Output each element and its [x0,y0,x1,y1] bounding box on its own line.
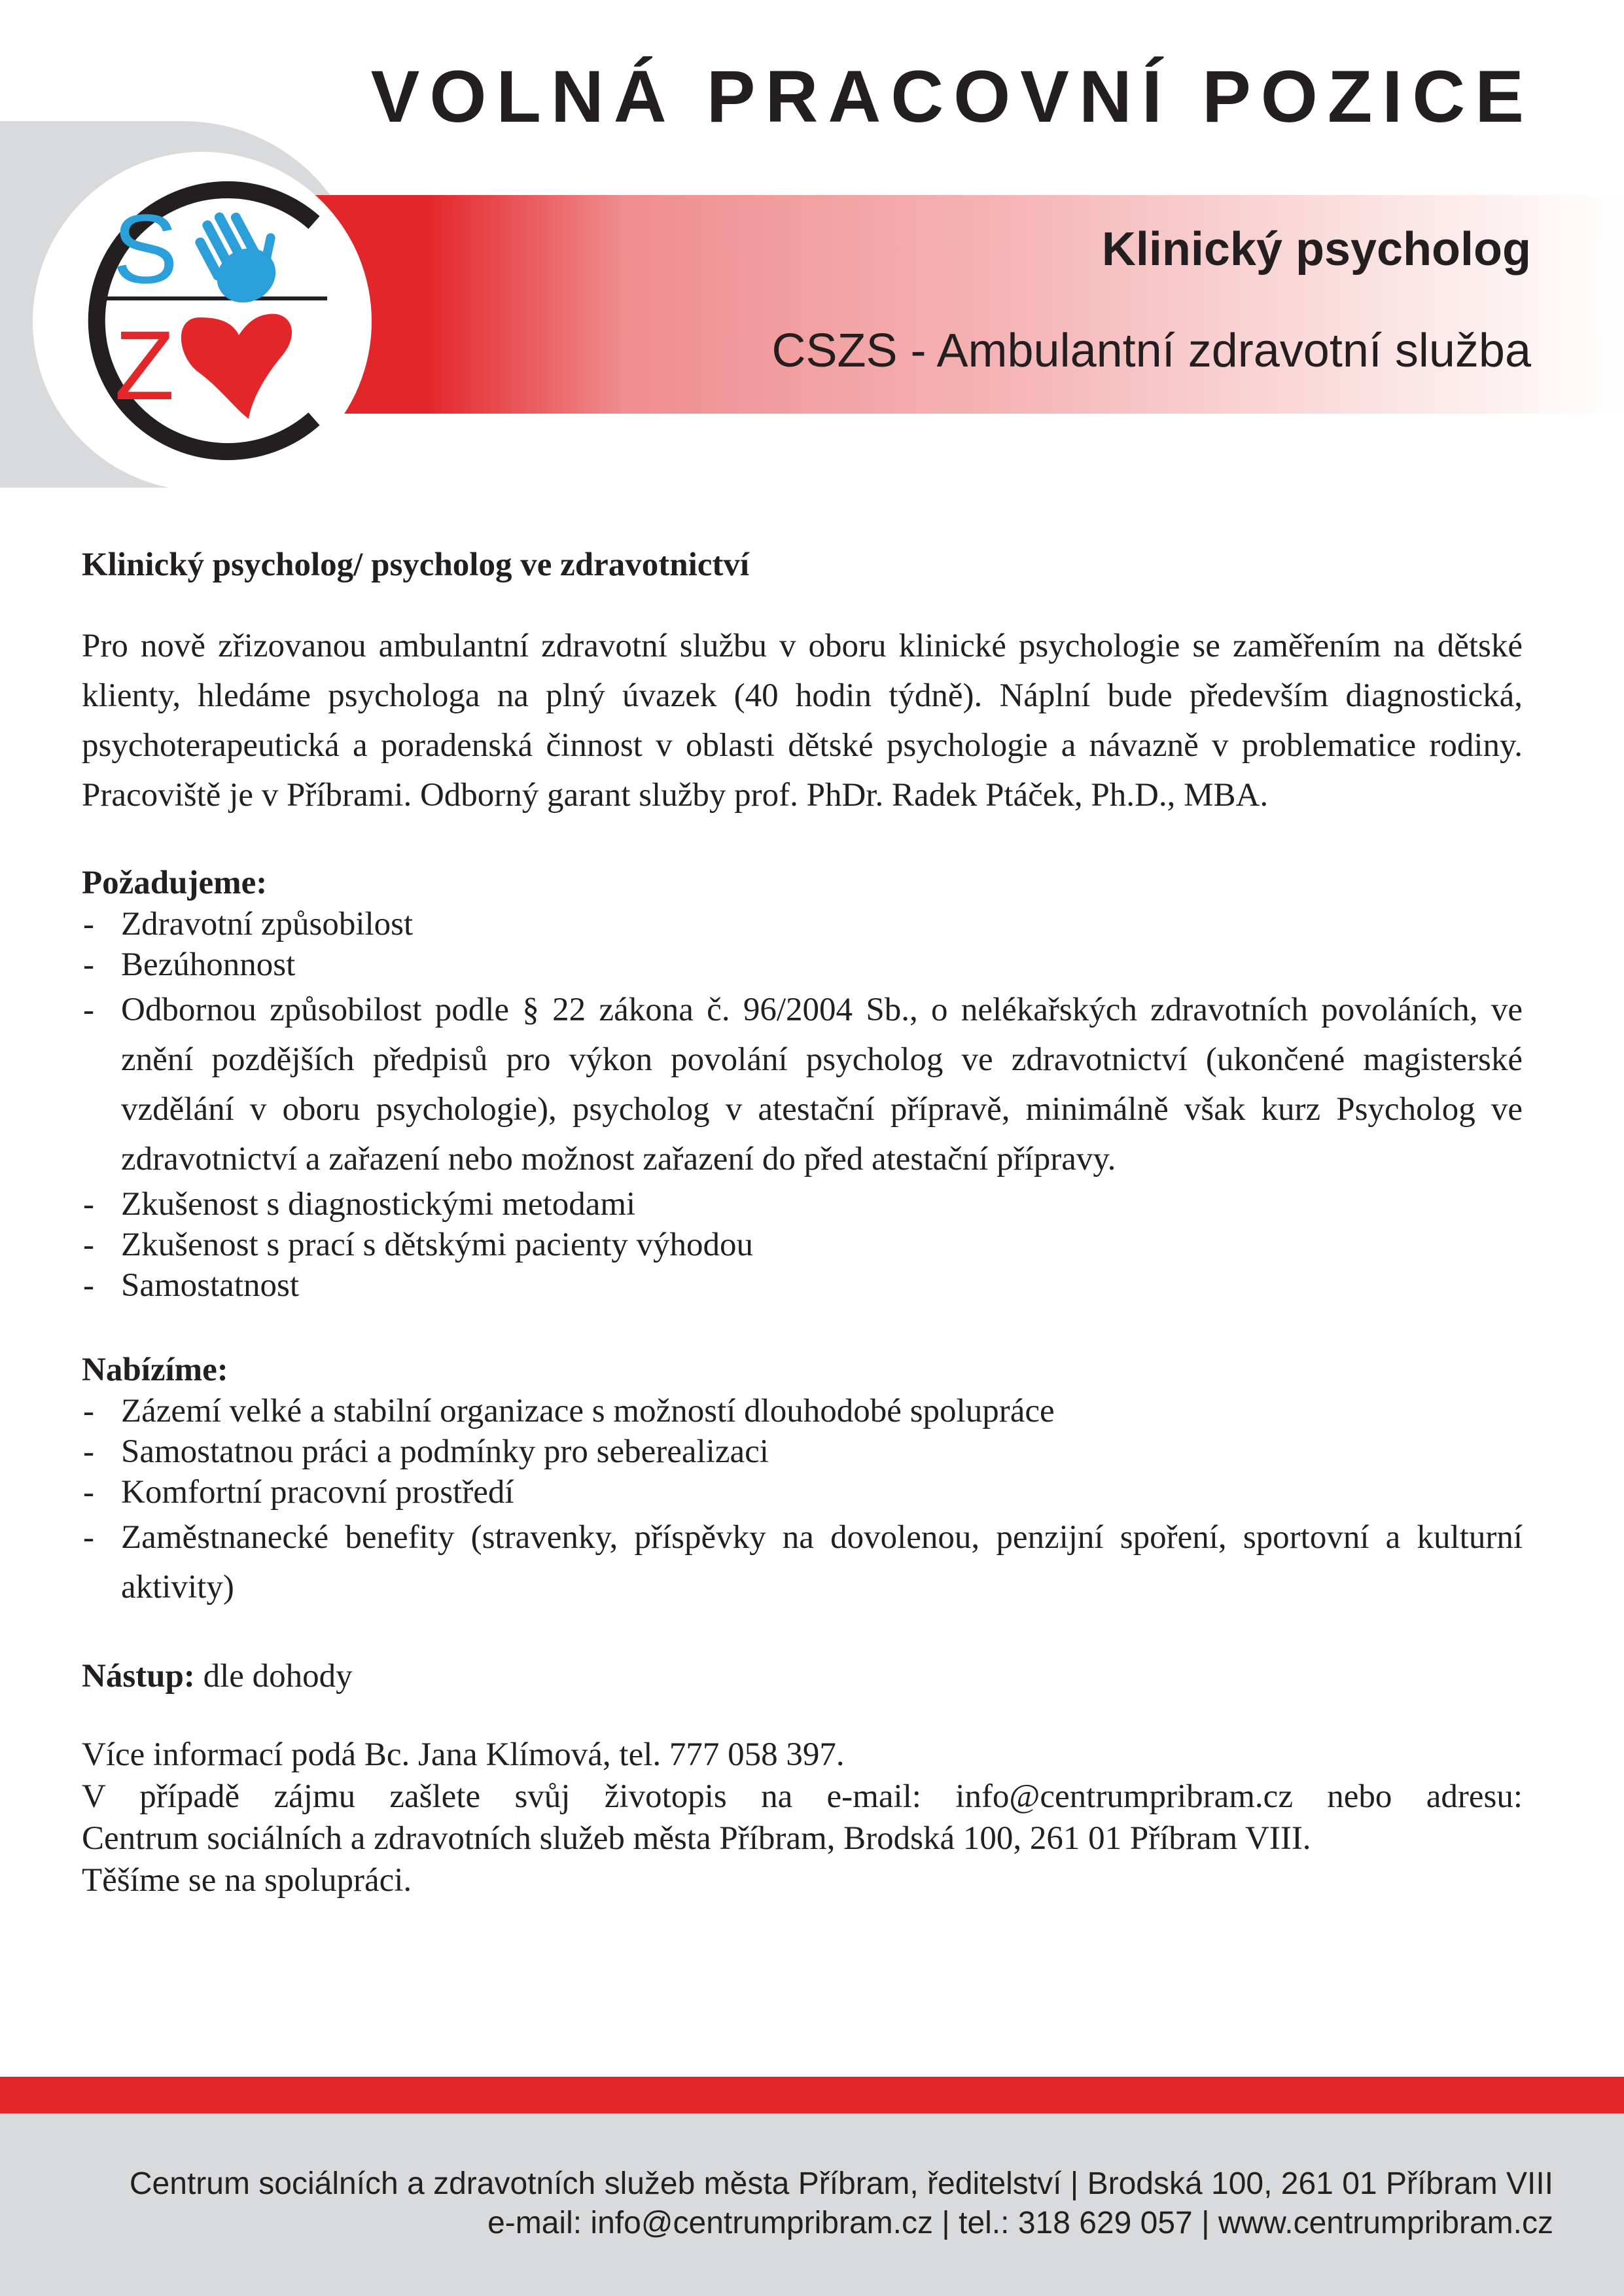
start-date [82,1655,1523,1697]
contact-line: Více informací podá Bc. Jana Klímová, tel. 777 058 397. [82,1736,845,1773]
contact-info [82,1734,1523,1901]
logo-letter-s: S [113,194,179,304]
list-item: - Zázemí velké a stabilní organizace s možností dlouhodobé spolupráce [82,1391,1523,1431]
list-item: - Bezúhonnost [82,944,1523,985]
list-item: - Zdravotní způsobilost [82,904,1523,944]
footer-band [0,2077,1624,2113]
list-item: - Zaměstnanecké benefity (stravenky, příspěvky na dovolenou, penzijní spoření, sportovní a kulturní aktivity) [82,1513,1523,1612]
page-title: VOLNÁ PRACOVNÍ POZICE [370,56,1534,137]
job-intro: Pro nově zřizovanou ambulantní zdravotní službu v oboru klinické psychologie se zaměřením na dětské klienty, hledáme psychologa na plný úvazek (40 hodin týdně). Náplní bude především diagnostická, psychoterapeutická a poradenská činnost v oblasti dětské psychologie a návazně v problematice rodiny. Pracoviště je v Příbrami. Odborný garant služby prof. PhDr. Radek Ptáček, Ph.D., MBA. [82,628,1523,814]
list-item: - Samostatnou práci a podmínky pro seberealizaci [82,1431,1523,1472]
department-name: CSZS - Ambulantní zdravotní služba [771,325,1531,377]
footer-contacts: e-mail: info@centrumpribram.cz | tel.: 318 629 057 | www.centrumpribram.cz [487,2206,1553,2240]
logo [39,157,366,484]
footer [0,2113,1624,2296]
offers-title: Nabízíme: [82,1352,228,1388]
logo-letter-z: Z [115,310,175,420]
position-title: Klinický psycholog [1101,223,1531,276]
job-heading: Klinický psycholog/ psycholog ve zdravotnictví [82,547,750,583]
offers-list [82,1391,1523,1612]
contact-line: Centrum sociálních a zdravotních služeb města Příbram, Brodská 100, 261 01 Příbram VIII. [82,1820,1311,1857]
list-item: - Zkušenost s diagnostickými metodami [82,1184,1523,1225]
contact-line: Těšíme se na spolupráci. [82,1862,412,1899]
heart-icon [181,314,292,419]
requirements-title: Požadujeme: [82,865,268,901]
footer-address: Centrum sociálních a zdravotních služeb města Příbram, ředitelství | Brodská 100, 261 01 Příbram VIII [129,2166,1553,2201]
start-label: Nástup: [82,1658,195,1695]
contact-line: V případě zájmu zašlete svůj životopis na e-mail: info@centrumpribram.cz nebo adresu: [82,1778,1523,1815]
start-value: dle dohody [194,1658,353,1695]
list-item: - Samostatnost [82,1265,1523,1306]
list-item: - Zkušenost s prací s dětskými pacienty výhodou [82,1225,1523,1265]
list-item: - Odbornou způsobilost podle § 22 zákona č. 96/2004 Sb., o nelékařských zdravotních povoláních, ve znění pozdějších předpisů pro výkon povolání psycholog ve zdravotnictví (ukončené magisterské vzdělání v oboru psychologie), psycholog v atestační přípravě, minimálně však kurz Psycholog ve zdravotnictví a zařazení nebo možnost zařazení do před atestační přípravy. [82,985,1523,1184]
job-description [82,540,1523,1901]
hand-icon [188,193,299,312]
list-item: - Komfortní pracovní prostředí [82,1472,1523,1513]
requirements-list [82,904,1523,1306]
